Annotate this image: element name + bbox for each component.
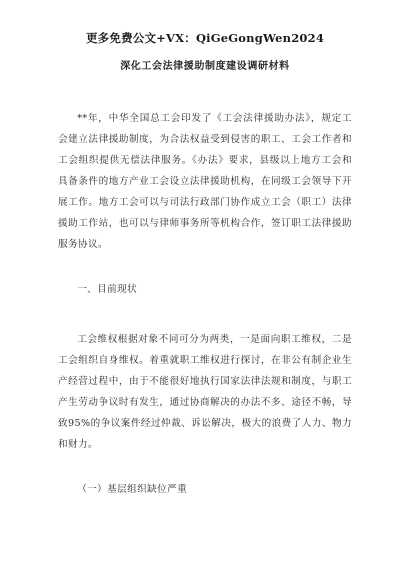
paragraph-intro: **年，中华全国总工会印发了《工会法律援助办法》，规定工会建立法律援助制度，为合法权益受到侵害的职工、工会工作者和工会组织提供无偿法律服务。《办法》要求，县级以上地方工会和具备条件的地方产业工会设立法律援助机构，在同级工会领导下开展工作。地方工会可以与司法行政部门协作成立工会（职工）法律援助工作站，也可以与律师事务所等机构合作，签订职工法律援助服务协议。 xyxy=(58,113,352,250)
subsection-heading-grassroots: （一）基层组织缺位严重 xyxy=(77,484,188,495)
header-title: 更多免费公文+VX：QiGeGongWen2024 xyxy=(85,31,325,45)
document-title: 深化工会法律援助制度建设调研材料 xyxy=(120,61,290,72)
paragraph-current-status: 工会维权根据对象不同可分为两类，一是面向职工维权，二是工会组织自身维权。着重就职工维权进行探讨，在非公有制企业生产经营过程中，由于不能很好地执行国家法律法规和制度，与职工产生劳动争议时有发生，通过协商解决的办法不多、途径不畅，导致95%的争议案件经过仲裁、诉讼解决，极大的浪费了人力、物力和财力。 xyxy=(58,334,352,450)
section-heading-current-status: 一、目前现状 xyxy=(77,284,138,295)
